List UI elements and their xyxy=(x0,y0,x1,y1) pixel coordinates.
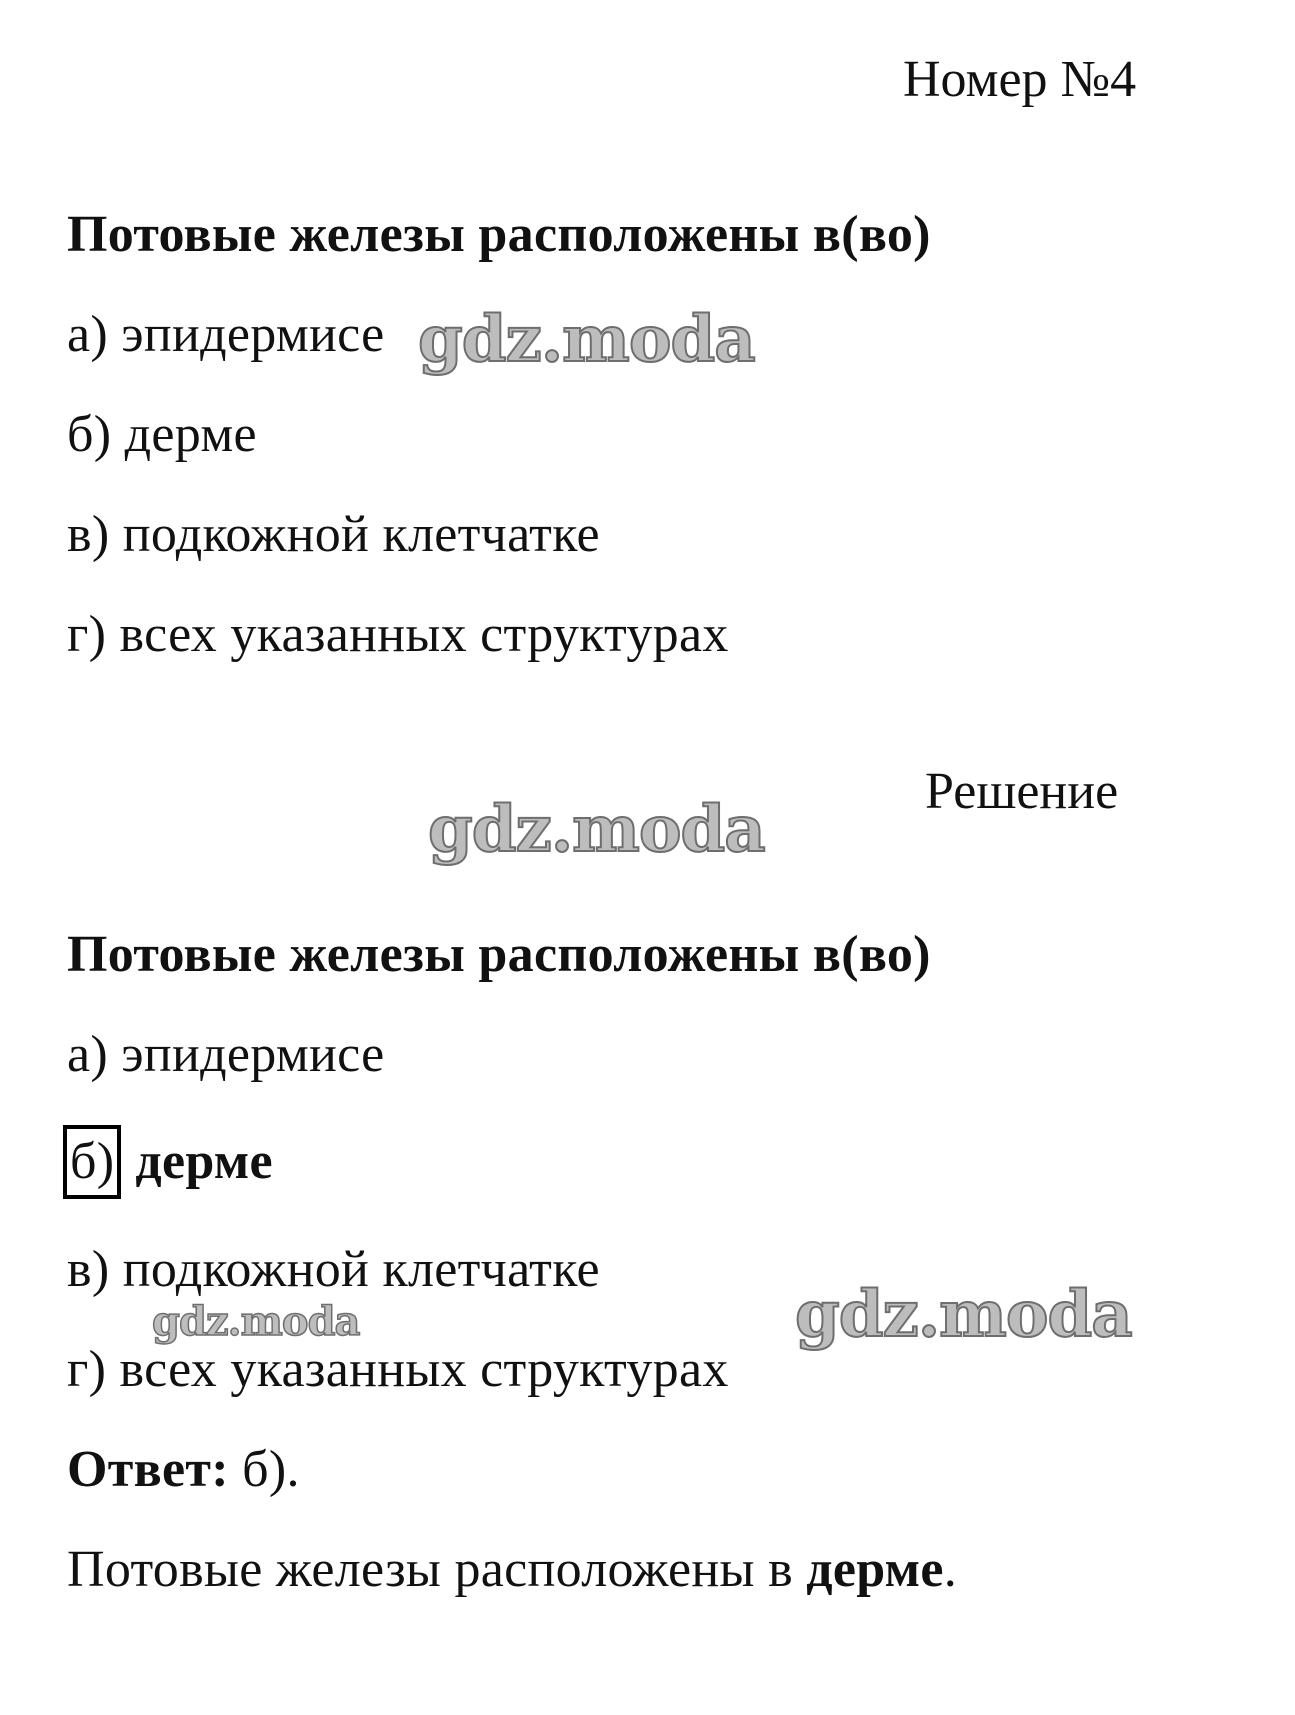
conclusion-line xyxy=(67,1540,957,1600)
task-option-c: в) подкожной клетчатке xyxy=(67,506,600,563)
watermark-logo: gdz.moda xyxy=(152,1298,360,1345)
solution-option-b xyxy=(67,1125,273,1199)
watermark-logo: gdz.moda xyxy=(428,792,765,867)
task-option-a: а) эпидермисе xyxy=(67,306,385,363)
conclusion-prefix: Потовые железы расположены в xyxy=(67,1541,807,1598)
selected-answer-text: дерме xyxy=(135,1133,273,1190)
task-option-d: г) всех указанных структурах xyxy=(67,606,729,663)
watermark-logo: gdz.moda xyxy=(418,302,755,377)
solution-option-a: а) эпидермисе xyxy=(67,1026,385,1083)
solution-question: Потовые железы расположены в(во) xyxy=(67,926,931,983)
task-option-b: б) дерме xyxy=(67,406,257,463)
solution-option-d: г) всех указанных структурах xyxy=(67,1341,729,1398)
solution-heading: Решение xyxy=(925,763,1119,820)
solution-option-c: в) подкожной клетчатке xyxy=(67,1241,600,1298)
task-question: Потовые железы расположены в(во) xyxy=(67,206,931,263)
conclusion-suffix: . xyxy=(943,1541,958,1598)
watermark-logo: gdz.moda xyxy=(795,1277,1132,1352)
answer-value: б). xyxy=(228,1441,300,1498)
answer-line xyxy=(67,1440,300,1500)
answer-label: Ответ: xyxy=(67,1441,229,1498)
task-number: Номер №4 xyxy=(903,51,1137,108)
conclusion-bold: дерме xyxy=(806,1541,944,1598)
selected-answer-box: б) xyxy=(63,1125,121,1199)
